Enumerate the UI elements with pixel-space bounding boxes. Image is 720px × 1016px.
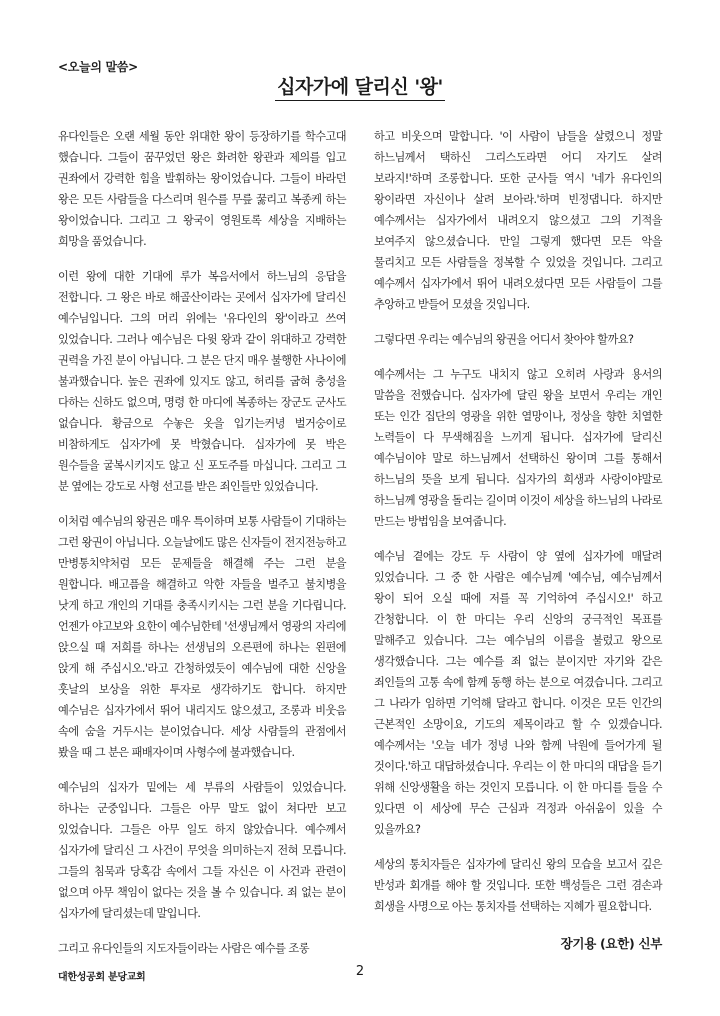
paragraph: 예수님 곁에는 강도 두 사람이 양 옆에 십자가에 매달려 있었습니다. 그 중 한 사람은 예수님께 '예수님, 예수님께서 왕이 되어 오실 때에 저를 꼭 기억하여 주십시오!' 하고 간청합니다. 이 한 마디는 우리 신앙의 궁극적인 목표를 말해주고 있습니다. 그는 예수님의 이름을 불렀고 왕으로 생각했습니다. 그는 예수를 죄 없는 분이지만 자기와 같은 죄인들의 고통 속에 함께 동행 하는 분으로 여겼습니다. 그리고 그 나라가 임하면 기억해 달라고 합니다. 이것은 모든 인간의 근본적인 소망이요, 기도의 제목이라고 할 수 있겠습니다. 예수께서는 '오늘 네가 정녕 나와 함께 낙원에 들어가게 될 것이다.'하고 대답하셨습니다. 우리는 이 한 마디의 대답을 듣기 위해 신앙생활을 하는 것인지 모릅니다. 이 한 마디를 들을 수 있다면 이 세상에 무슨 근심과 걱정과 아쉬움이 있을 수 있을까요? bbox=[374, 550, 662, 836]
paragraph: 그리고 유다인들의 지도자들이라는 사람은 예수를 조롱 bbox=[58, 942, 309, 955]
paragraph: 하고 비웃으며 말합니다. '이 사람이 남들을 살렸으니 정말 하느님께서 택하신 그리스도라면 어디 자기도 살려 보라지!'하며 조롱합니다. 또한 군사들 역시 '네가 유다인의 왕이라면 자신이나 살려 보아라.'하며 빈정댑니다. 하지만 예수께서는 십자가에서 내려오지 않으셨고 그의 기적을 보여주지 않으셨습니다. 만일 그렇게 했다면 모든 악을 물리치고 모든 사람들을 정복할 수 있었을 것입니다. 그리고 예수께서 십자가에서 뛰어 내려오셨다면 모든 사람들이 그를 추앙하고 받들어 모셨을 것입니다. bbox=[374, 130, 662, 311]
sermon-title: 십자가에 달리신 '왕' bbox=[275, 72, 445, 101]
section-tag: <오늘의 말씀> bbox=[58, 60, 138, 74]
paragraph: 이런 왕에 대한 기대에 루가 복음서에서 하느님의 응답을 전합니다. 그 왕은 바로 해골산이라는 곳에서 십자가에 달리신 예수님입니다. 그의 머리 위에는 '유다인의 왕'이라고 쓰여 있었습니다. 그러나 예수님은 다윗 왕과 같이 위대하고 강력한 권력을 가진 분이 아닙니다. 그 분은 단지 매우 불행한 사나이에 불과했습니다. 높은 권좌에 있지도 않고, 허리를 굽혀 충성을 다하는 신하도 없으며, 명령 한 마디에 복종하는 장군도 군사도 없습니다. 황금으로 수놓은 옷을 입기는커녕 벌거숭이로 비참하게도 십자가에 못 박혔습니다. 십자가에 못 박은 원수들을 굴복시키지도 않고 신 포도주를 마십니다. 그리고 그 분 옆에는 강도로 사형 선고를 받은 죄인들만 있었습니다. bbox=[58, 270, 346, 493]
left-column bbox=[58, 126, 346, 973]
paragraph: 예수께서는 그 누구도 내치지 않고 오히려 사랑과 용서의 말씀을 전했습니다. 십자가에 달린 왕을 보면서 우리는 개인 또는 인간 집단의 영광을 위한 열망이나, 정상을 향한 치열한 노력들이 다 무색해짐을 느끼게 됩니다. 십자가에 달리신 예수님이야 말로 하느님께서 선택하신 왕이며 그를 통해서 하느님의 뜻을 보게 됩니다. 십자가의 희생과 사랑이야말로 하느님께 영광을 돌리는 길이며 이것이 세상을 하느님의 나라로 만드는 방법임을 보여줍니다. bbox=[374, 368, 662, 528]
right-column bbox=[374, 126, 662, 931]
paragraph: 이처럼 예수님의 왕권은 매우 특이하며 보통 사람들이 기대하는 그런 왕권이 아닙니다. 오늘날에도 많은 신자들이 전지전능하고 만병통치약처럼 모든 문제들을 해결해 주는 그런 분을 원합니다. 배고픔을 해결하고 악한 자들을 벌주고 불치병을 낫게 하고 개인의 기대를 충족시키시는 그런 분을 기다립니다. 언젠가 야고보와 요한이 예수님한테 '선생님께서 영광의 자리에 앉으실 때 저희를 하나는 선생님의 오른편에 하나는 왼편에 앉게 해 주십시오.'라고 간청하였듯이 예수님에 대한 신앙을 훗날의 보상을 위한 투자로 생각하기도 합니다. 하지만 예수님은 십자가에서 뛰어 내리지도 않으셨고, 조롱과 비웃음 속에 숨을 거두시는 분이었습니다. 세상 사람들의 관점에서 봤을 때 그 분은 패배자이며 사형수에 불과했습니다. bbox=[58, 515, 346, 759]
footer-church-name: 대한성공회 분당교회 bbox=[58, 972, 146, 983]
paragraph: 예수님의 십자가 밑에는 세 부류의 사람들이 있었습니다. 하나는 군중입니다. 그들은 아무 말도 없이 쳐다만 보고 있었습니다. 그들은 아무 일도 하지 않았습니다. 예수께서 십자가에 달리신 그 사건이 무엇을 의미하는지 전혀 모릅니다. 그들의 침묵과 당혹감 속에서 그들 자신은 이 사건과 관련이 없으며 아무 책임이 없다는 것을 볼 수 있습니다. 죄 없는 분이 십자가에 달리셨는데 말입니다. bbox=[58, 781, 346, 920]
page-number: 2 bbox=[355, 964, 365, 979]
paragraph: 세상의 통치자들은 십자가에 달리신 왕의 모습을 보고서 깊은 반성과 회개를 해야 할 것입니다. 또한 백성들은 그런 겸손과 희생을 사명으로 아는 통치자를 선택하는 지혜가 필요합니다. bbox=[374, 858, 662, 913]
paragraph: 그렇다면 우리는 예수님의 왕권을 어디서 찾아야 할까요? bbox=[374, 333, 634, 346]
title-wrap bbox=[0, 72, 720, 101]
paragraph: 유다인들은 오랜 세월 동안 위대한 왕이 등장하기를 학수고대 했습니다. 그들이 꿈꾸었던 왕은 화려한 왕관과 제의를 입고 권좌에서 강력한 힘을 발휘하는 왕이었습니다. 그들이 바라던 왕은 모든 사람들을 다스리며 원수를 무릎 꿇리고 복종케 하는 왕이었습니다. 그리고 그 왕국이 영원토록 세상을 지배하는 희망을 품었습니다. bbox=[58, 130, 346, 248]
author-signature: 장기용 (요한) 신부 bbox=[560, 936, 662, 951]
